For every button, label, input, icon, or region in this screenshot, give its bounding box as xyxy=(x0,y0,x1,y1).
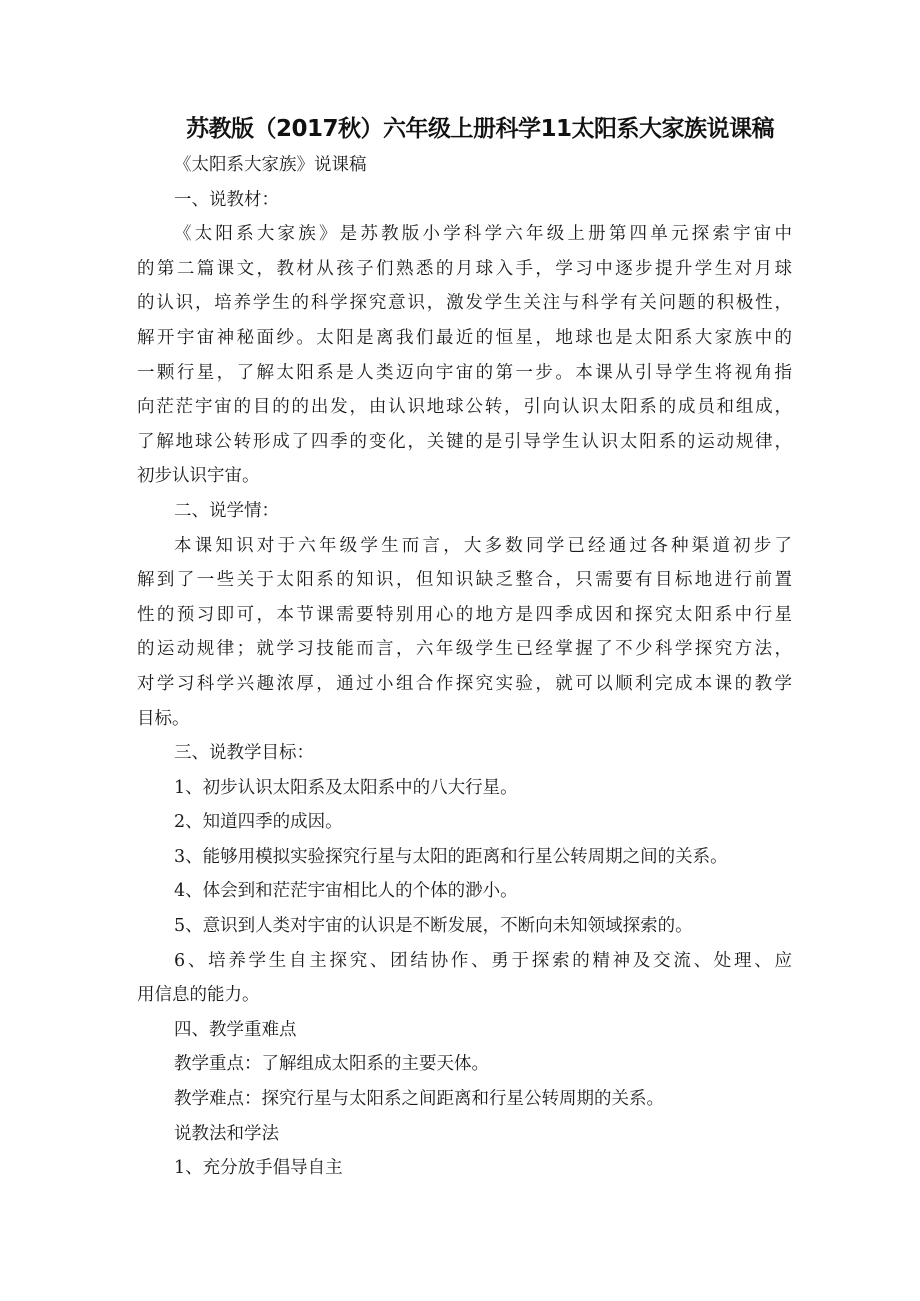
paragraph-line: 性的预习即可，本节课需要特别用心的地方是四季成因和探究太阳系中行星 xyxy=(137,604,792,625)
paragraph-line: 目标。 xyxy=(137,708,190,729)
objective-item: 3、能够用模拟实验探究行星与太阳的距离和行星公转周期之间的关系。 xyxy=(174,846,728,867)
paragraph-line: 解开宇宙神秘面纱。太阳是离我们最近的恒星，地球也是太阳系大家族中的 xyxy=(137,327,792,348)
subtitle: 《太阳系大家族》说课稿 xyxy=(174,155,367,175)
paragraph-line: 的认识，培养学生的科学探究意识，激发学生关注与科学有关问题的积极性， xyxy=(137,293,792,314)
paragraph-line: 向茫茫宇宙的目的的出发，由认识地球公转，引向认识太阳系的成员和组成， xyxy=(137,397,792,418)
paragraph-line: 本课知识对于六年级学生而言，大多数同学已经通过各种渠道初步了 xyxy=(174,535,792,556)
paragraph-line: 一颗行星，了解太阳系是人类迈向宇宙的第一步。本课从引导学生将视角指 xyxy=(137,362,792,383)
paragraph-line: 的运动规律；就学习技能而言，六年级学生已经掌握了不少科学探究方法， xyxy=(137,639,792,660)
document-title: 苏教版（2017秋）六年级上册科学11太阳系大家族说课稿 xyxy=(186,116,775,142)
difficult-point: 教学难点：探究行星与太阳系之间距离和行星公转周期的关系。 xyxy=(174,1089,664,1110)
objective-item: 1、初步认识太阳系及太阳系中的八大行星。 xyxy=(174,777,518,798)
key-point: 教学重点：了解组成太阳系的主要天体。 xyxy=(174,1054,489,1075)
objective-item-continued: 用信息的能力。 xyxy=(137,985,260,1006)
paragraph-line: 对学习科学兴趣浓厚，通过小组合作探究实验，就可以顺利完成本课的教学 xyxy=(137,673,792,694)
objective-item: 6、培养学生自主探究、团结协作、勇于探索的精神及交流、处理、应 xyxy=(174,950,792,971)
document-body xyxy=(137,148,792,1186)
section-heading-objectives: 三、说教学目标： xyxy=(174,743,314,764)
objective-item: 4、体会到和茫茫宇宙相比人的个体的渺小。 xyxy=(174,881,518,902)
section-heading-key-points: 四、教学重难点 xyxy=(174,1019,297,1040)
objective-item: 5、意识到人类对宇宙的认识是不断发展，不断向未知领域探索的。 xyxy=(174,916,693,937)
method-item: 1、充分放手倡导自主 xyxy=(174,1158,343,1179)
section-heading-methods: 说教法和学法 xyxy=(174,1123,279,1144)
section-heading-textbook: 一、说教材： xyxy=(174,189,279,210)
paragraph-line: 的第二篇课文，教材从孩子们熟悉的月球入手，学习中逐步提升学生对月球 xyxy=(137,258,792,279)
objective-item: 2、知道四季的成因。 xyxy=(174,812,343,833)
paragraph-line: 初步认识宇宙。 xyxy=(137,466,260,487)
paragraph-line: 解到了一些关于太阳系的知识，但知识缺乏整合，只需要有目标地进行前置 xyxy=(137,570,792,591)
section-heading-students: 二、说学情： xyxy=(174,500,279,521)
paragraph-line: 了解地球公转形成了四季的变化，关键的是引导学生认识太阳系的运动规律， xyxy=(137,431,792,452)
paragraph-line: 《太阳系大家族》是苏教版小学科学六年级上册第四单元探索宇宙中 xyxy=(174,224,792,245)
